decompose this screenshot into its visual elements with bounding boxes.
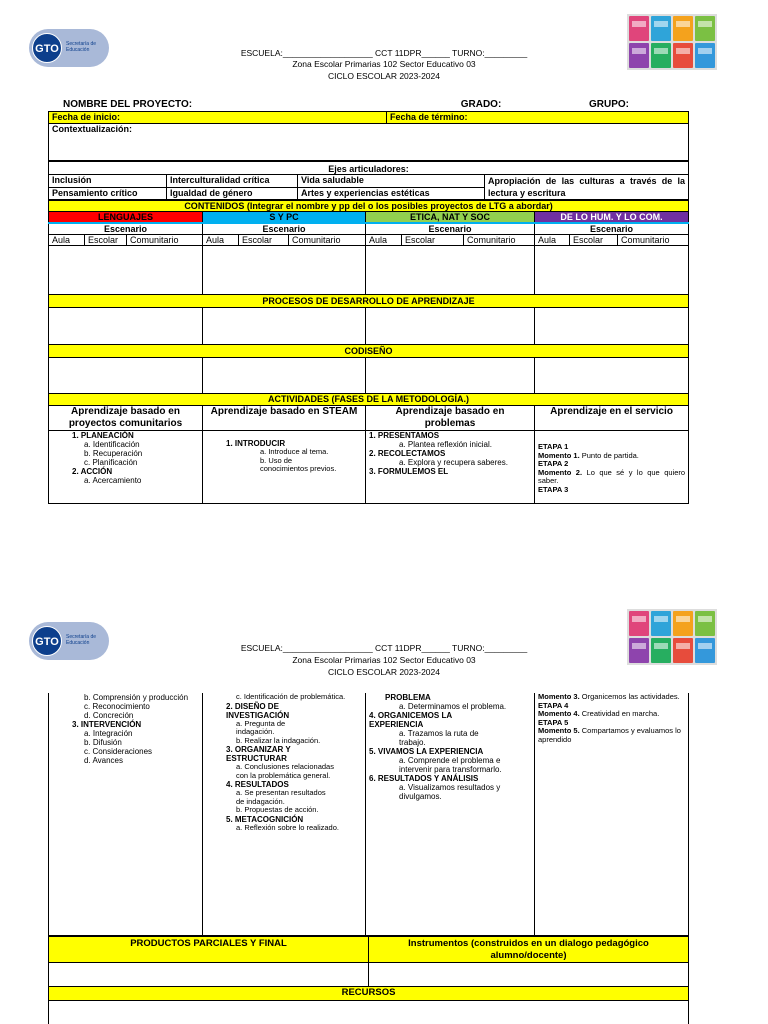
resources-title: RECURSOS [49, 986, 689, 1000]
campo-lenguajes: LENGUAJES [49, 212, 203, 224]
method-servicio: Aprendizaje en el servicio [535, 406, 689, 431]
zone-line: Zona Escolar Primarias 102 Sector Educativo 03 [292, 59, 476, 69]
phases-proyectos: 1. PLANEACIÓN a. Identificación b. Recuperación c. Planificación 2. ACCIÓN a. Acercamiento [49, 431, 203, 504]
grade-label: GRADO: [460, 99, 502, 110]
project-name-label: NOMBRE DEL PROYECTO: [63, 99, 193, 110]
axis-pensamiento-critico: Pensamiento crítico [49, 187, 167, 200]
cycle-line: CICLO ESCOLAR 2023-2024 [328, 71, 440, 81]
gto-logo: GTO Secretaría de Educación [29, 622, 109, 660]
codesign-cell[interactable] [366, 358, 535, 394]
comunitario-label: Comunitario [618, 235, 689, 246]
campo-spc: S Y PC [203, 212, 366, 224]
comunitario-label: Comunitario [289, 235, 366, 246]
page-2 [0, 512, 768, 1024]
escolar-label: Escolar [239, 235, 289, 246]
phases-proyectos-cont: b. Comprensión y producción c. Reconocimiento d. Concreción 3. INTERVENCIÓN a. Integración b. Difusión c. Consideraciones d. Avances [49, 693, 203, 935]
aula-label: Aula [49, 235, 85, 246]
content-cell[interactable] [203, 246, 366, 295]
comunitario-label: Comunitario [127, 235, 203, 246]
school-line: ESCUELA:___________________ CCT 11DPR______ TURNO:_________ [240, 48, 528, 58]
contents-title: CONTENIDOS (Integrar el nombre y pp del o los posibles proyectos de LTG a abordar) [49, 201, 689, 212]
axis-artes: Artes y experiencias estéticas [298, 187, 485, 200]
end-date-field[interactable]: Fecha de término: [387, 112, 689, 124]
method-proyectos: Aprendizaje basado en proyectos comunitarios [49, 406, 203, 431]
codesign-cell[interactable] [535, 358, 689, 394]
comunitario-label: Comunitario [464, 235, 535, 246]
content-cell[interactable] [366, 246, 535, 295]
campo-humano: DE LO HUM. Y LO COM. [535, 212, 689, 224]
activities-title: ACTIVIDADES (FASES DE LA METODOLOGÍA.) [49, 394, 689, 406]
products-title: PRODUCTOS PARCIALES Y FINAL [49, 936, 369, 962]
axis-interculturalidad: Interculturalidad crítica [167, 175, 298, 188]
axis-igualdad-genero: Igualdad de género [167, 187, 298, 200]
resources-cell[interactable] [49, 1000, 689, 1024]
codesign-cell[interactable] [203, 358, 366, 394]
planning-form [48, 98, 688, 504]
process-cell[interactable] [49, 308, 203, 345]
escenario-label: Escenario [49, 223, 203, 235]
escenario-label: Escenario [366, 223, 535, 235]
method-problemas: Aprendizaje basado en problemas [366, 406, 535, 431]
zone-line: Zona Escolar Primarias 102 Sector Educativo 03 [292, 655, 476, 665]
group-label: GRUPO: [589, 99, 629, 110]
codesign-cell[interactable] [49, 358, 203, 394]
instruments-title: Instrumentos (construidos en un dialogo pedagógico alumno/docente) [369, 936, 689, 962]
phases-problemas-cont: PROBLEMA a. Determinamos el problema. 4. ORGANICEMOS LA EXPERIENCIA a. Trazamos la ruta de trabajo. 5. VIVAMOS LA EXPERIENCIA a. Comprende el problema e intervenir para transformarlo. 6. RESULTADOS Y ANÁLISIS a. Visualizamos resultados y divulgamos. [366, 693, 535, 935]
content-cell[interactable] [535, 246, 689, 295]
escenario-label: Escenario [203, 223, 366, 235]
phases-servicio: ETAPA 1 Momento 1. Punto de partida. ETAPA 2 Momento 2. Lo que sé y lo que quiero saber. ETAPA 3 [535, 431, 689, 504]
campo-etica: ETICA, NAT Y SOC [366, 212, 535, 224]
content-cell[interactable] [49, 246, 203, 295]
escolar-label: Escolar [402, 235, 464, 246]
phases-steam: 1. INTRODUCIR a. Introduce al tema. b. Uso de conocimientos previos. [203, 431, 366, 504]
axis-apropiacion: Apropiación de las culturas a través de la lectura y escritura [485, 175, 689, 200]
context-field[interactable]: Contextualización: [49, 124, 689, 161]
processes-title: PROCESOS DE DESARROLLO DE APRENDIZAJE [49, 295, 689, 308]
codesign-title: CODISEÑO [49, 345, 689, 358]
cycle-line: CICLO ESCOLAR 2023-2024 [328, 667, 440, 677]
process-cell[interactable] [203, 308, 366, 345]
axis-vida-saludable: Vida saludable [298, 175, 485, 188]
instruments-cell[interactable] [369, 962, 689, 986]
method-steam: Aprendizaje basado en STEAM [203, 406, 366, 431]
phases-steam-cont: c. Identificación de problemática. 2. DISEÑO DE INVESTIGACIÓN a. Pregunta de indagación. b. Realizar la indagación. 3. ORGANIZAR Y ESTRUCTURAR a. Conclusiones relacionadas con la problemática general. 4. RESULTADOS a. Se presentan resultados de indagación. b. Propuestas de acción. 5. METACOGNICIÓN a. Reflexión sobre lo realizado. [203, 693, 366, 935]
products-cell[interactable] [49, 962, 369, 986]
escolar-label: Escolar [85, 235, 127, 246]
school-line: ESCUELA:___________________ CCT 11DPR______ TURNO:_________ [240, 643, 528, 653]
axes-title: Ejes articuladores: [49, 162, 689, 175]
phases-problemas: 1. PRESENTAMOS a. Plantea reflexión inicial. 2. RECOLECTAMOS a. Explora y recupera saberes. 3. FORMULEMOS EL [366, 431, 535, 504]
escenario-label: Escenario [535, 223, 689, 235]
start-date-field[interactable]: Fecha de inicio: [49, 112, 387, 124]
planning-form-continued [48, 693, 688, 1024]
escolar-label: Escolar [570, 235, 618, 246]
process-cell[interactable] [366, 308, 535, 345]
axis-inclusion: Inclusión [49, 175, 167, 188]
gto-logo: GTO Secretaría de Educación [29, 29, 109, 67]
aula-label: Aula [203, 235, 239, 246]
aula-label: Aula [366, 235, 402, 246]
process-cell[interactable] [535, 308, 689, 345]
aula-label: Aula [535, 235, 570, 246]
phases-servicio-cont: Momento 3. Organicemos las actividades. ETAPA 4 Momento 4. Creatividad en marcha. ETAPA 5 Momento 5. Compartamos y evaluamos lo aprendido [535, 693, 689, 935]
